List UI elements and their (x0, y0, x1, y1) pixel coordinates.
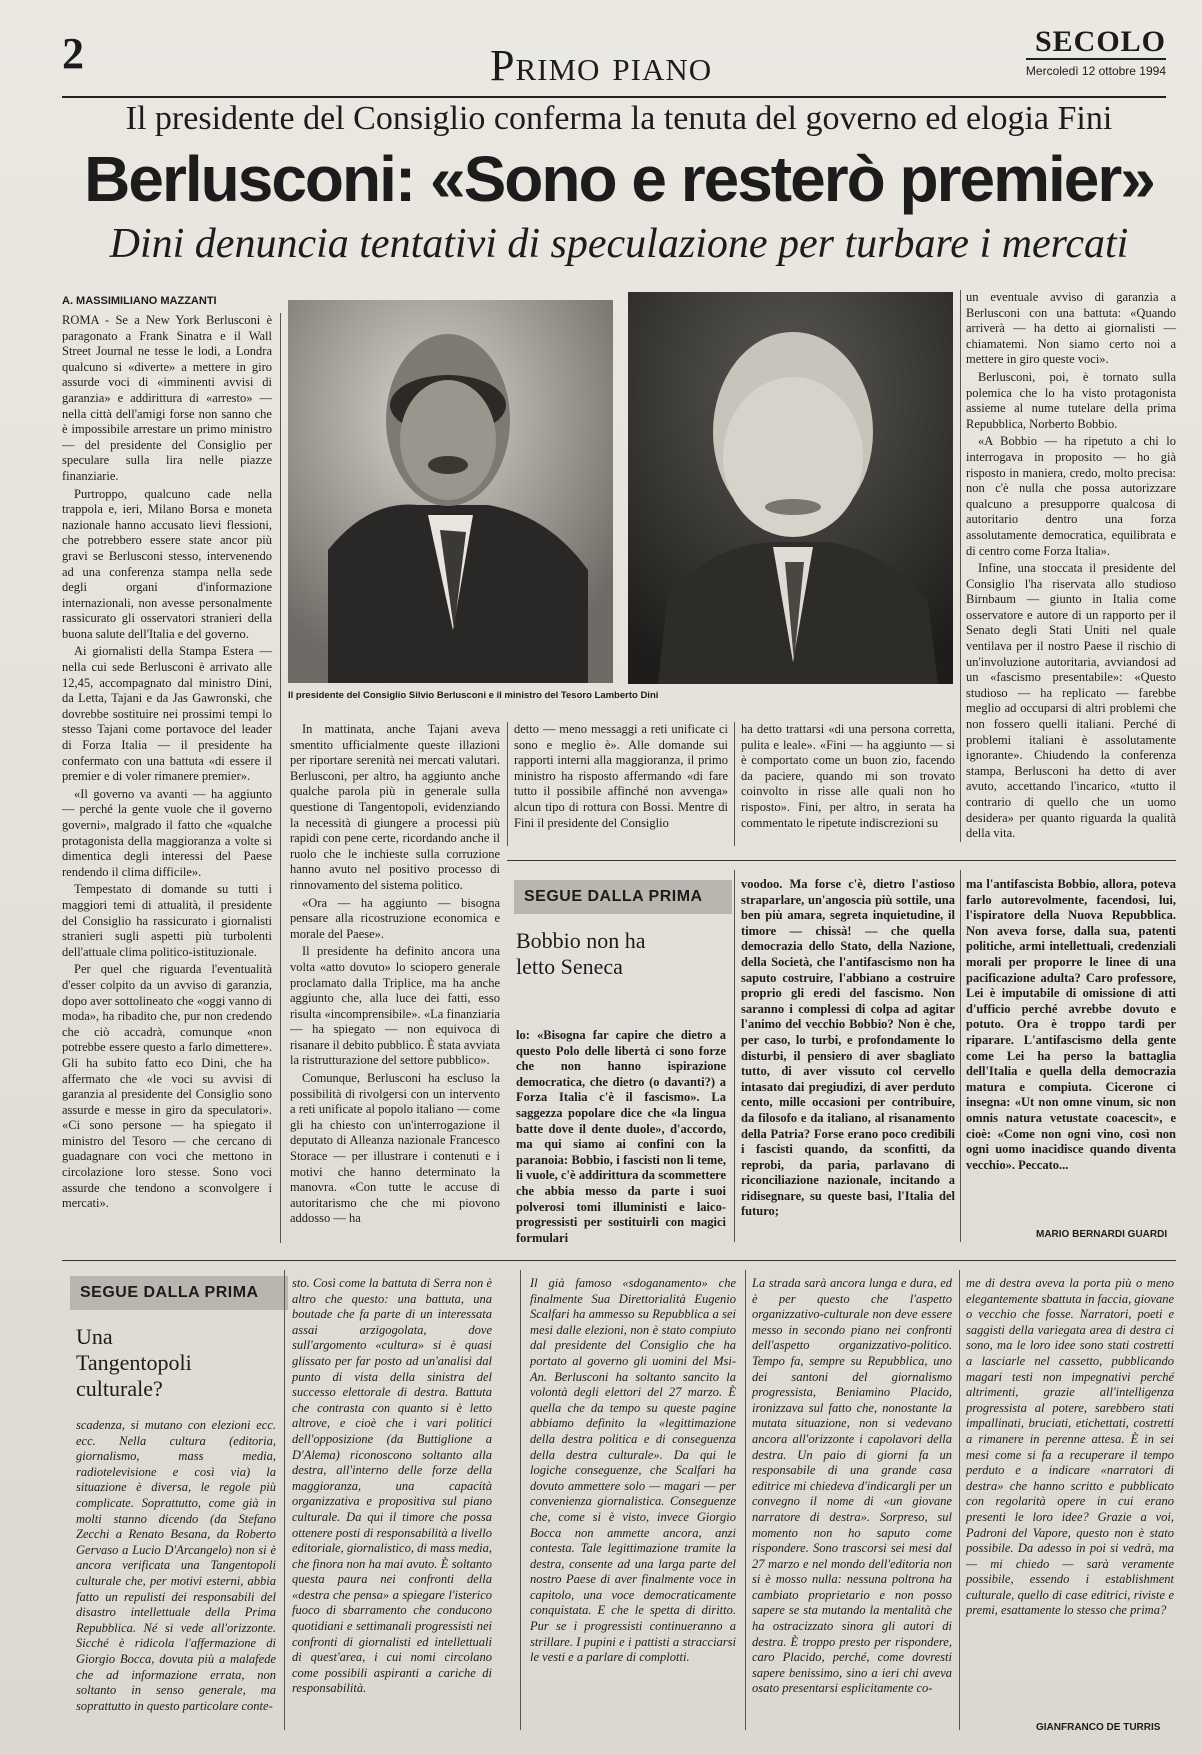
paragraph: «A Bobbio — ha ripetuto a chi lo interrogava in proposito — ho già risposto in maniera, credo, molto precisa: non c'è nulla che possa autorizzare qualcuno a presupporre qualcosa di autoritario dentro una forza assolutamente democratica, equilibrata e di centro come Forza Italia». (966, 434, 1176, 558)
headline: Berlusconi: «Sono e resterò premier» (84, 143, 1154, 215)
photo-dini (628, 292, 953, 684)
issue-date: Mercoledì 12 ottobre 1994 (1025, 64, 1166, 78)
bobbio-column-3 (966, 877, 1176, 1229)
tangentopoli-author: GIANFRANCO DE TURRIS (1036, 1722, 1161, 1733)
paragraph: Il già famoso «sdoganamento» che finalmente Sua Direttorialità Eugenio Scalfari ha ammesso su Repubblica a sei mesi dalle elezioni, non è stato compiuto dal presidente del Consiglio che ha portato al governo gli uomini del Msi-An. Berlusconi ha soltanto sancito la volontà degli elettori del 27 marzo. È quella che da tempo su queste pagine abbiamo definito la «legittimazione della destra politica e di conseguenza della destra culturale». Da qui le logiche conseguenze, che Scalfari ha dovuto ammettere solo — magari — per convenienza giornalistica. Conseguenze che, come si è visto, invece Giorgio Bocca non ammette ancora, anzi contesta. Tale legittimazione tramite la destra, consente ad una larga parte del nostro Paese di aver finalmente voce in capitolo, una voce democraticamente conquistata. E che le spetta di diritto. Pur se i progressisti continueranno a strillare. I pupini e i pattisti a stracciarsi le vesti e a parlare di complotti. (530, 1276, 736, 1665)
tangentopoli-column-2 (292, 1276, 492, 1732)
paragraph: ha detto trattarsi «di una persona corretta, pulita e leale». «Fini — ha aggiunto — si è comportato come un buon zio, facendo da paciere, quando mi son trovato coinvolto in risse alle quali non ho risposto». Fini, per altro, in serata ha commentato le ripetute indiscrezioni su (741, 722, 955, 830)
tangentopoli-column-3 (530, 1276, 736, 1732)
bobbio-column-1 (516, 1028, 726, 1248)
paragraph: «Ora — ha aggiunto — bisogna pensare alla ricostruzione economica e morale del Paese». (290, 895, 500, 941)
bobbio-segue-label: SEGUE DALLA PRIMA (514, 880, 732, 914)
paragraph: ma l'antifascista Bobbio, allora, poteva farlo autorevolmente, facendosi, lui, l'ispiratore della Nuova Repubblica. Non aveva forse, dalla sua, patenti politiche, armi intellettuali, credenziali morali per proporre le linee di una pacificazione adulta? Caro professore, Lei è imputabile di omissione di atti d'ufficio perché avrebbe dovuto e potuto. Ora è troppo tardi per riparare. L'antifascismo della gente come Lei ha perso la battaglia dell'Italia e quella della democrazia matura e compiuta. Cicerone ci insegna: «Ut non omne vinum, sic non omnis natura vetustate coacescit», e cioè: «Come non ogni vino, così non ogni uomo inacidisce quando diventa vecchio». Peccato... (966, 877, 1176, 1172)
photo-caption: Il presidente del Consiglio Silvio Berlusconi e il ministro del Tesoro Lamberto Dini (288, 690, 659, 701)
column-rule (734, 870, 735, 1242)
paragraph: scadenza, si mutano con elezioni ecc. ecc. Nella cultura (editoria, giornalismo, mass media, radiotelevisione e così via) la situazione è diversa, le regole più complicate. Soprattutto, come già in molti stanno dicendo (da Stefano Zecchi a Renato Besana, da Roberto Gervaso a Lucio D'Arcangelo) non si è ancora verificata una Tangentopoli culturale che, per motivi esterni, abbia fatto un repulisti dei responsabili del disastro intellettuale della Prima Repubblica. Né si vede all'orizzonte. Sicché è ridicola l'affermazione di Giorgio Bocca, dovuta più a malafede che ad informazione errata, non soltanto in senso generale, ma soprattutto in questo particolare conte- (76, 1418, 276, 1713)
subhead: Dini denuncia tentativi di speculazione per turbare i mercati (109, 221, 1129, 267)
paragraph: Il presidente ha definito ancora una volta «atto dovuto» lo sciopero generale proclamato dalla Triplice, ma ha anche aggiunto che, alla luce dei fatti, esso risulta «incomprensibile». «La finanziaria — ha spiegato — non equivoca di risanare il debito pubblico. È stata avviata la ristrutturazione del settore pubblico». (290, 944, 500, 1068)
article-column-1 (62, 313, 272, 1241)
column-rule (959, 1270, 960, 1730)
page-number: 2 (62, 29, 84, 78)
tangentopoli-column-5 (966, 1276, 1174, 1706)
paragraph: ROMA - Se a New York Berlusconi è paragonato a Frank Sinatra e il Wall Street Journal ne tesse le lodi, a Londra qualcuno si «diverte» a mettere in giro assurde voci di «imminenti avvisi di garanzia» e addirittura di «arresto» — nella città dell'amigi forse non sanno che è impossibile arrestare un primo ministro — del presidente del Consiglio per speculare sulla lira nelle piazze finanziarie. (62, 313, 272, 483)
paragraph: La strada sarà ancora lunga e dura, ed è per questo che l'aspetto organizzativo-culturale non deve essere messo in secondo piano nei confronti dell'aspetto organizzativo-politico. Tempo fa, sempre su Repubblica, uno dei santoni del giornalismo progressista, Beniamino Placido, ironizzava sul fatto che, nonostante la mutata situazione, non si vedevano ancora all'orizzonte i capolavori della destra. Un paio di giorni fa un responsabile di una grande casa editrice mi chiedeva d'indicargli per un convegno il nome di «un giovane narratore di destra». Sorpreso, sul momento non ho saputo come rispondere. Sono trascorsi sei mesi dal 27 marzo e nel mondo dell'editoria non si è mosso nulla: nessuna poltrona ha cambiato proprietario e non posso sapere se sta mutando la mentalità che ha ostracizzato sinora gli autori di destra. È troppo presto per rispondere, caro Placido, perché, come dovresti sapere benissimo, sino a ieri chi aveva osato presentarsi esplicitamente co- (752, 1276, 952, 1696)
bobbio-title: Bobbio non ha letto Seneca (516, 928, 646, 979)
tangentopoli-column-4 (752, 1276, 952, 1732)
bobbio-column-2 (741, 877, 955, 1249)
masthead (1026, 26, 1166, 78)
column-rule (734, 722, 735, 846)
paragraph: detto — meno messaggi a reti unificate ci sono e meglio è». Alle domande sui rapporti interni alla maggioranza, il primo ministro ha risposto affermando «di fare tutto il possibile affinché non avvenga» alcun tipo di rottura con Bossi. Mentre di Fini il presidente del Consiglio (514, 722, 728, 830)
column-rule (960, 870, 961, 1242)
paragraph: In mattinata, anche Tajani aveva smentito ufficialmente queste illazioni per riportare serenità nei mercati valutari. Berlusconi, per altro, ha aggiunto anche qualche parola più in generale sulla questione di Tangentopoli, evidenziando la necessità di giungere a processi più rapidi con pene certe, ricordando anche il ruolo che le inchieste sulla corruzione hanno avuto nel positivo processo di rinnovamento del sistema politico. (290, 722, 500, 892)
paragraph: un eventuale avviso di garanzia a Berlusconi con una battuta: «Quando arriverà — ha detto ai giornalisti — chiamatemi. Non siamo certo noi a mettere in giro queste voci». (966, 290, 1176, 367)
byline: A. MASSIMILIANO MAZZANTI (62, 295, 217, 307)
section-title: Primo piano (490, 41, 713, 90)
article-column-2 (290, 722, 500, 1244)
paragraph: me di destra aveva la porta più o meno elegantemente sbattuta in faccia, giovane o vecchio che fosse. Narratori, poeti e saggisti della variegata area di destra ci sono, ma le loro idee sono stati costretti a lasciarle nel cassetto, pubblicando magari testi non impegnativi perché altrimenti, grazie all'intelligenza progressista al potere, sarebbero stati impallinati, bruciati, etichettati, costretti a rimanere in perenne attesa. È in sei mesi come si fa a recuperare il tempo perduto e a indicare «narratori di destra» che hanno scritto e pubblicato con regolarità opere in cui erano presenti le loro idee? Grazie a voi, Padroni del Vapore, questo non è stato possibile. Da adesso in poi si vedrà, ma — mi chiedo — sarà veramente possibile, essendo i establishment culturale, quello di case editrici, riviste e premi, esattamente lo stesso che prima? (966, 1276, 1174, 1618)
photo-berlusconi (288, 300, 613, 683)
paragraph: voodoo. Ma forse c'è, dietro l'astioso straparlare, un'angoscia più sottile, una ben più amara, segreta inquietudine, il timore — chissà! — che quella democrazia dello Stato, della Nazione, della Società, che l'antifascismo non ha saputo costruire, l'abbiano a costruire proprio gli eredi del fascismo. Non saranno i complessi di colpa ad agitar l'animo del vecchio Bobbio? Non è che, per caso, lo turbi, e profondamente lo disturbi, il pensiero di aver sbagliato tutto, di aver vissuto col cervello intasato dai pregiudizi, di aver perduto cento, mille occasioni per contribuire, da filosofo e da italiano, al risanamento della Patria? Forse erano poco credibili i fascisti quando, da sconfitti, da reprobi, da paria, parlavano di riconciliazione nazionale, incitando a ridisegnare, su queste basi, l'Italia del futuro; (741, 877, 955, 1219)
column-rule (284, 1270, 285, 1730)
paragraph: Tempestato di domande su tutti i maggiori temi di attualità, il presidente del Consiglio ha rassicurato i giornalisti stranieri sugli aspetti più turbolenti dell'attuale clima politico-istituzionale. (62, 882, 272, 959)
column-rule (507, 722, 508, 846)
column-rule (960, 290, 961, 842)
masthead-logo: SECOLO (1026, 26, 1166, 60)
paragraph: Purtroppo, qualcuno cade nella trappola e, ieri, Milano Borsa e moneta nazionale hanno accusato lievi flessioni, che potrebbero essere state ancor più gravi se Berlusconi stesso, intervenendo ad una conferenza stampa nella sede degli organi d'informazione internazionali, non avesse personalmente rassicurato gli osservatori stranieri della buona salute dell'Italia e del governo. (62, 486, 272, 641)
kicker: Il presidente del Consiglio conferma la tenuta del governo ed elogia Fini (125, 100, 1113, 137)
paragraph: Berlusconi, poi, è tornato sulla polemica che lo ha visto protagonista assieme al nume tutelare della prima Repubblica, Norberto Bobbio. (966, 369, 1176, 431)
divider (62, 1260, 1176, 1261)
paragraph: lo: «Bisogna far capire che dietro a questo Polo delle libertà ci sono forze che non hanno ispirazione democratica, che dietro (o davanti?) a Forza Italia c'è il fascismo». La saggezza popolare dice che «la lingua batte dove il dente duole», d'accordo, ma qui siamo ai confini con la paranoia: Bobbio, i fascisti non li teme, li vuole, c'è addirittura da scommettere che abbia messo da parte i suoi polverosi tomi illuministi e laico-progressisti per sostituirli con magici formulari (516, 1028, 726, 1245)
tangentopoli-segue-label: SEGUE DALLA PRIMA (70, 1276, 288, 1310)
portrait-dini-image (628, 292, 953, 684)
paragraph: Comunque, Berlusconi ha escluso la possibilità di rivolgersi con un intervento a reti unificate al popolo italiano — come gli ha chiesto con un'interrogazione il deputato di Alleanza nazionale Francesco Storace — per illustrare i contenuti e i motivi che hanno determinato la manovra. «Con tutte le accuse di autoritarismo che che mi piovono addosso — ha (290, 1071, 500, 1226)
column-rule (280, 313, 281, 1243)
top-rule (62, 96, 1166, 98)
paragraph: Infine, una stoccata il presidente del Consiglio l'ha riservata allo studioso Birnbaum — giunto in Italia come osservatore e autore di un rapporto per il Senato degli Stati Uniti nel quale ventilava per il nostro Paese il rischio di un'involuzione autoritaria, avviandosi ad un «fascismo presentabile»: «Questo studioso — ha replicato — farebbe meglio ad occuparsi di altri problemi che non fossero quelli italiani. Perché di problemi italiani è assolutamente ignorante». Chiudendo la conferenza stampa, Berlusconi ha detto di aver avuto, accettando l'incarico, «tutto il contrario di quello che un uomo desidera» per quanto riguarda la qualità della vita. (966, 561, 1176, 841)
paragraph: «Il governo va avanti — ha aggiunto — perché la gente vuole che il governo governi», malgrado il fatto che «qualche protagonista della maggioranza a volte si dimentica degli interessi del Paese rendendo il clima difficile». (62, 786, 272, 879)
article-column-5 (966, 290, 1176, 841)
paragraph: Ai giornalisti della Stampa Estera — nella cui sede Berlusconi è arrivato alle 12,45, accompagnato dal ministro Dini, da Letta, Tajani e da Jas Gawronski, che dovrebbe sostituire nei prossimi tempi lo stesso Tajani come portavoce del leader di Forza Italia — il presidente ha confermato con una battuta «di essere il premier e di voler rimanere premier». (62, 644, 272, 784)
tangentopoli-column-1 (76, 1418, 276, 1732)
column-rule (745, 1270, 746, 1730)
paragraph: Per quel che riguarda l'eventualità d'esser colpito da un avviso di garanzia, dopo aver sottolineato che «oggi vanno di moda», ha ribadito che, pur non credendo che ciò accadrà, comunque «non potrebbe essere questo a farlo dimettere». Gli ha subito fatto eco Dini, che ha affermato che «le voci su avvisi di garanzia al presidente del Consiglio sono assurde e messe in giro da speculatori». «Ci sono persone — ha spiegato il ministro del Tesoro — che cercano di guadagnare con voci che mettono in circolazione loro stesse. Sono voci assurde che tendono a sconvolgere i mercati». (62, 962, 272, 1211)
paragraph: sto. Così come la battuta di Serra non è altro che questo: una battuta, una boutade che fa parte di un interessata assai arzigogolata, dove sull'argomento «cultura» si è quasi glissato per far posto ad un'analisi dal punto di vista della sinistra del successo elettorale di destra. Battuta che contrasta con quanto si è letto altrove, e cioè che i vari politici dell'opposizione (da Buttiglione a D'Alema) riconoscono soltanto alla destra, all'interno delle forze della maggioranza, una capacità organizzativa e propositiva sul piano culturale. Da qui il timore che possa ottenere posti di responsabilità a livello editoriale, giornalistico, di mass media, che finora non ha mai avuto. È soltanto questa paura nei confronti della «destra che pensa» a spiegare l'isterico fuoco di sbarramento che conducono quotidiani e settimanali progressisti nei confronti di giornalisti ed intellettuali di quest'area, i cui nomi circolano come possibili aspiranti a cariche di responsabilità. (292, 1276, 492, 1696)
tangentopoli-title: Una Tangentopoli culturale? (76, 1324, 192, 1401)
portrait-berlusconi-image (288, 300, 613, 683)
bobbio-author: MARIO BERNARDI GUARDI (1036, 1229, 1168, 1240)
column-rule (520, 1270, 521, 1730)
article-column-3 (514, 722, 728, 846)
article-column-4 (741, 722, 955, 846)
